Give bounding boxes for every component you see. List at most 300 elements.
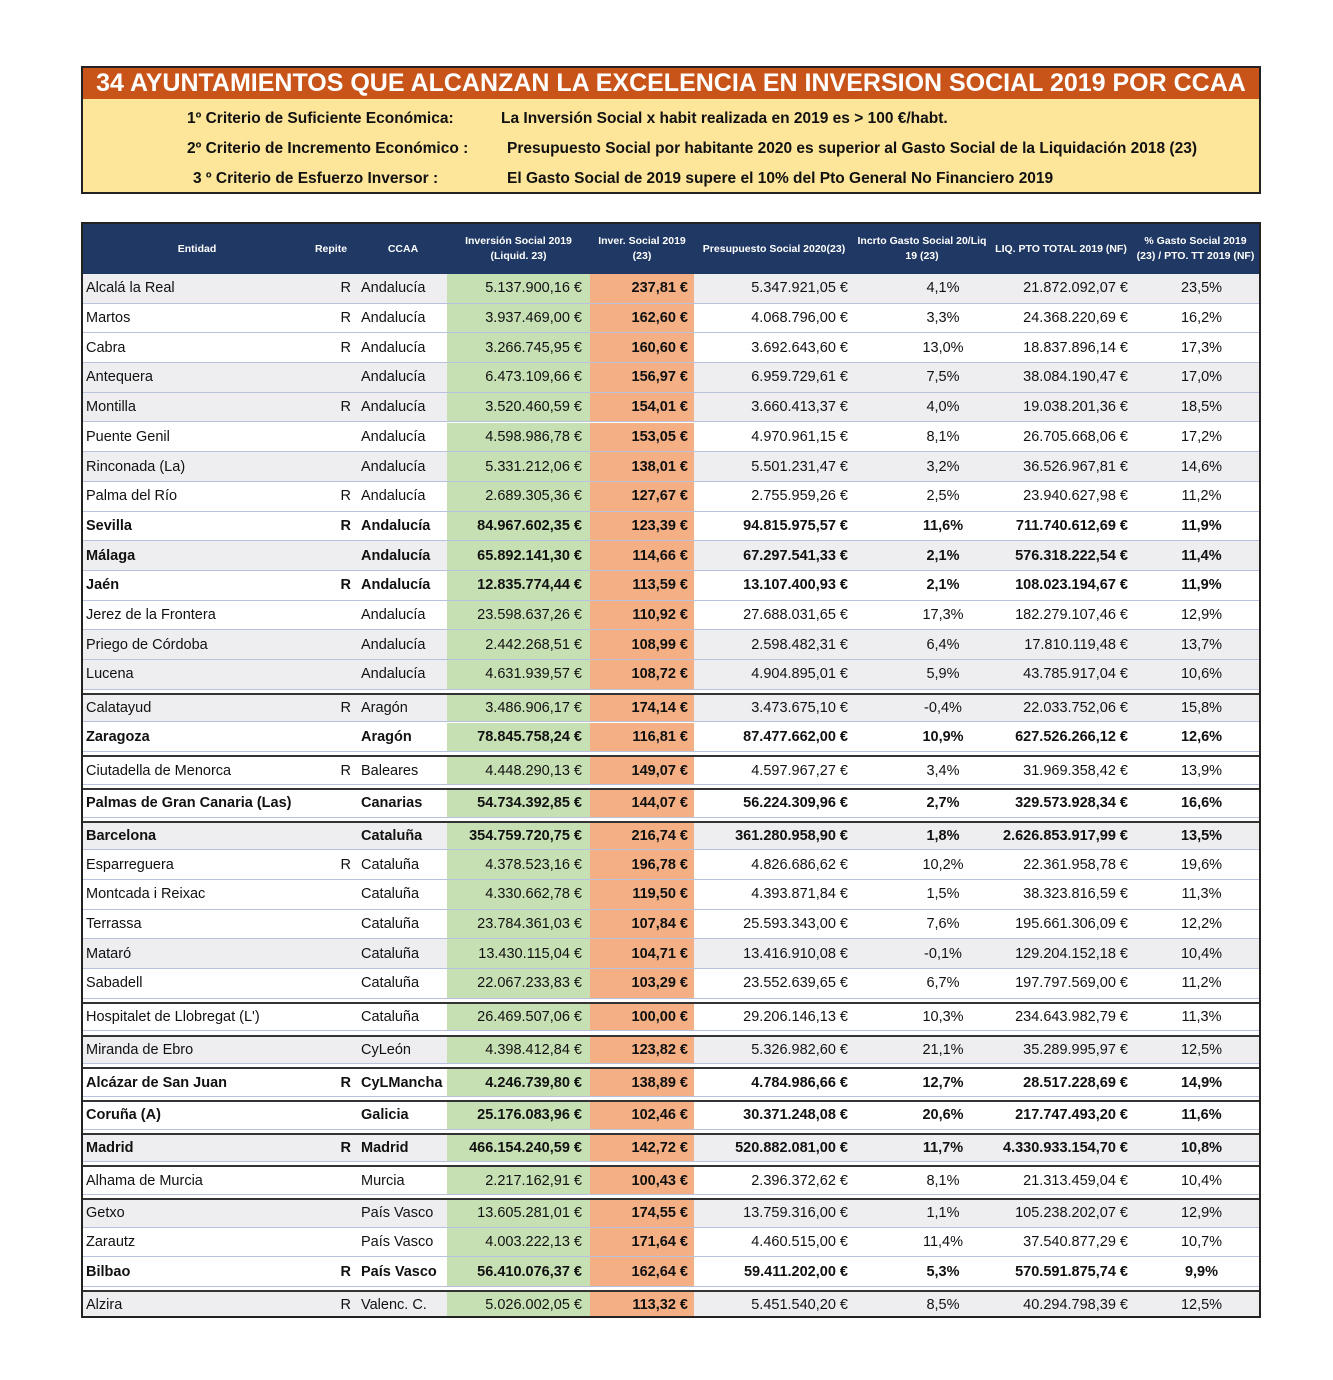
cell-per-hab: 100,43 € [590,1167,694,1194]
cell-per-hab: 162,60 € [590,304,694,333]
cell-repite: R [340,762,351,779]
cell-entidad: Bilbao [86,1263,131,1280]
cell-inversion: 22.067.233,83 € [447,969,590,998]
cell-repite [303,1037,359,1064]
criterion-3-text: El Gasto Social de 2019 supere el 10% del Pto General No Financiero 2019 [507,170,1054,187]
cell-repite: R [340,280,351,297]
cell-ccaa: Baleares [361,762,419,779]
cell-liq-total: 576.318.222,54 € [1015,547,1128,564]
cell-entidad: Alhama de Murcia [86,1172,203,1189]
cell-inversion: 23.784.361,03 € [447,910,590,939]
cell-pct: 14,9% [1180,1074,1223,1091]
cell-presupuesto: 59.411.202,00 € [743,1263,848,1280]
table-row [83,1198,1259,1228]
cell-incremento: 11,6% [922,517,964,534]
cell-ccaa: CyLMancha [361,1074,443,1091]
cell-incremento: 3,2% [926,458,960,475]
cell-liq-total: 26.705.668,06 € [1023,428,1128,445]
cell-inversion: 4.246.739,80 € [447,1069,590,1096]
cell-incremento: 4,1% [926,280,960,297]
cell-liq-total: 217.747.493,20 € [1015,1107,1128,1124]
cell-liq-total: 38.323.816,59 € [1023,886,1128,903]
cell-repite: R [340,517,351,534]
cell-entidad: Miranda de Ebro [86,1041,194,1058]
cell-ccaa: Cataluña [361,827,423,844]
cell-incremento: 11,7% [922,1139,964,1156]
cell-repite [303,660,359,689]
cell-per-hab: 123,39 € [590,512,694,541]
cell-pct: 19,6% [1180,856,1223,873]
cell-incremento: 21,1% [922,1041,964,1058]
cell-entidad: Montcada i Reixac [86,886,206,903]
cell-incremento: 10,9% [922,728,964,745]
cell-presupuesto: 4.460.515,00 € [751,1234,848,1251]
cell-liq-total: 105.238.202,07 € [1015,1205,1128,1222]
cell-presupuesto: 3.692.643,60 € [751,339,848,356]
cell-incremento: 3,4% [926,762,960,779]
cell-incremento: 7,6% [926,916,960,933]
cell-incremento: 5,9% [926,666,960,683]
cell-per-hab: 237,81 € [590,274,694,303]
cell-liq-total: 570.591.875,74 € [1015,1263,1128,1280]
cell-pct: 17,2% [1180,428,1223,445]
cell-per-hab: 100,00 € [590,1004,694,1031]
criterion-1-text: La Inversión Social x habit realizada en 2019 es > 100 €/habt. [501,110,948,127]
cell-ccaa: Madrid [361,1139,409,1156]
cell-liq-total: 22.361.958,78 € [1023,856,1128,873]
cell-ccaa: País Vasco [361,1234,434,1251]
cell-incremento: 17,3% [922,607,964,624]
cell-ccaa: Andalucía [361,369,426,386]
cell-pct: 18,5% [1180,399,1223,416]
cell-repite [303,1167,359,1194]
cell-repite: R [340,1263,351,1280]
cell-ccaa: Cataluña [361,916,420,933]
cell-inversion: 5.026.002,05 € [447,1292,590,1318]
cell-incremento: 13,0% [922,339,964,356]
cell-presupuesto: 23.552.639,65 € [743,975,848,992]
cell-inversion: 6.473.109,66 € [447,363,590,392]
cell-per-hab: 110,92 € [590,601,694,630]
cell-pct: 23,5% [1180,280,1223,297]
cell-ccaa: Andalucía [361,666,426,683]
table-row [83,1035,1259,1065]
cell-pct: 11,9% [1181,577,1222,594]
cell-entidad: Alcázar de San Juan [86,1074,228,1091]
header-inversion: Inversión Social 2019 (Liquid. 23) [465,235,572,262]
table-row [83,601,1259,631]
cell-liq-total: 182.279.107,46 € [1015,607,1128,624]
cell-entidad: Montilla [86,399,136,416]
cell-ccaa: Andalucía [361,399,426,416]
cell-per-hab: 113,32 € [590,1292,694,1318]
table-row [83,630,1259,660]
cell-liq-total: 35.289.995,97 € [1023,1041,1128,1058]
cell-entidad: Rinconada (La) [86,458,186,475]
cell-entidad: Priego de Córdoba [86,636,208,653]
cell-repite [303,1102,359,1129]
table-row [83,333,1259,363]
cell-presupuesto: 2.598.482,31 € [751,636,848,653]
cell-entidad: Jaén [86,577,120,594]
cell-entidad: Getxo [86,1205,125,1222]
cell-repite [303,452,359,481]
cell-presupuesto: 27.688.031,65 € [743,607,848,624]
cell-liq-total: 108.023.194,67 € [1015,577,1128,594]
cell-repite: R [340,1297,351,1314]
cell-presupuesto: 13.759.316,00 € [743,1205,848,1222]
cell-inversion: 23.598.637,26 € [447,601,590,630]
cell-presupuesto: 361.280.958,90 € [735,827,848,844]
cell-presupuesto: 4.393.871,84 € [751,886,848,903]
cell-liq-total: 37.540.877,29 € [1023,1234,1128,1251]
header-pct: % Gasto Social 2019 (23) / PTO. TT 2019 (NF) [1136,235,1255,262]
cell-inversion: 4.330.662,78 € [447,880,590,909]
cell-per-hab: 103,29 € [590,969,694,998]
cell-pct: 11,2% [1181,975,1222,992]
table-row [83,755,1259,785]
cell-per-hab: 104,71 € [590,939,694,968]
cell-incremento: 8,1% [926,1172,960,1189]
cell-inversion: 5.137.900,16 € [447,274,590,303]
cell-ccaa: Andalucía [361,607,426,624]
page-title: 34 AYUNTAMIENTOS QUE ALCANZAN LA EXCELENCIA EN INVERSION SOCIAL 2019 POR CCAA [83,68,1259,99]
cell-repite: R [340,339,351,356]
cell-ccaa: Cataluña [361,886,420,903]
table-row [83,1290,1259,1318]
cell-pct: 13,5% [1180,827,1223,844]
table-row [83,1228,1259,1258]
cell-liq-total: 329.573.928,34 € [1015,795,1128,812]
cell-incremento: 4,0% [926,399,960,416]
cell-presupuesto: 6.959.729,61 € [751,369,848,386]
cell-per-hab: 171,64 € [590,1228,694,1257]
cell-pct: 17,3% [1180,339,1223,356]
cell-inversion: 56.410.076,37 € [447,1257,590,1286]
cell-incremento: 2,5% [926,488,960,505]
cell-presupuesto: 13.416.910,08 € [743,945,848,962]
cell-repite [303,1004,359,1031]
table-row [83,910,1259,940]
cell-ccaa: País Vasco [361,1205,434,1222]
cell-liq-total: 4.330.933.154,70 € [1003,1139,1128,1156]
header-incremento: Incrto Gasto Social 20/Liq 19 (23) [857,235,987,262]
cell-pct: 11,6% [1181,1107,1222,1124]
table-row [83,1133,1259,1163]
cell-inversion: 26.469.507,06 € [447,1004,590,1031]
cell-per-hab: 108,72 € [590,660,694,689]
table-row [83,821,1259,851]
cell-inversion: 25.176.083,96 € [447,1102,590,1129]
cell-incremento: 12,7% [922,1074,964,1091]
cell-inversion: 78.845.758,24 € [447,723,590,752]
cell-per-hab: 138,01 € [590,452,694,481]
cell-presupuesto: 4.970.961,15 € [751,428,848,445]
cell-presupuesto: 3.660.413,37 € [751,399,848,416]
cell-incremento: 10,2% [922,856,964,873]
table-row [83,723,1259,753]
cell-incremento: 1,8% [926,827,960,844]
cell-ccaa: País Vasco [361,1263,437,1280]
cell-pct: 10,4% [1180,1172,1223,1189]
cell-pct: 14,6% [1180,458,1223,475]
header-repite: Repite [314,242,348,255]
cell-incremento: -0,4% [924,700,962,717]
cell-entidad: Málaga [86,547,136,564]
cell-ccaa: Aragón [361,700,408,717]
cell-inversion: 4.598.986,78 € [447,423,590,452]
cell-ccaa: Andalucía [361,636,426,653]
cell-presupuesto: 520.882.081,00 € [735,1139,848,1156]
cell-ccaa: Canarias [361,795,423,812]
table-row [83,423,1259,453]
cell-liq-total: 28.517.228,69 € [1023,1074,1128,1091]
cell-ccaa: Cataluña [361,945,420,962]
cell-ccaa: Galicia [361,1107,409,1124]
cell-per-hab: 160,60 € [590,333,694,362]
cell-repite [303,630,359,659]
cell-pct: 13,9% [1180,762,1223,779]
cell-liq-total: 18.837.896,14 € [1023,339,1128,356]
cell-incremento: 8,5% [926,1297,960,1314]
cell-inversion: 2.217.162,91 € [447,1167,590,1194]
cell-ccaa: Cataluña [361,856,420,873]
cell-inversion: 4.378.523,16 € [447,850,590,879]
cell-per-hab: 196,78 € [590,850,694,879]
table-row [83,850,1259,880]
cell-repite: R [340,488,351,505]
cell-liq-total: 129.204.152,18 € [1015,945,1128,962]
cell-liq-total: 234.643.982,79 € [1015,1009,1128,1026]
criterion-2-label: 2º Criterio de Incremento Económico : [187,140,469,157]
table-row [83,939,1259,969]
cell-per-hab: 142,72 € [590,1135,694,1162]
cell-entidad: Martos [86,310,131,327]
cell-pct: 12,6% [1180,728,1223,745]
cell-entidad: Zaragoza [86,728,150,745]
cell-entidad: Alzira [86,1297,123,1314]
cell-pct: 17,0% [1180,369,1223,386]
cell-repite [303,601,359,630]
cell-per-hab: 113,59 € [590,571,694,600]
cell-entidad: Alcalá la Real [86,280,175,297]
cell-pct: 11,2% [1181,488,1222,505]
cell-ccaa: Cataluña [361,975,420,992]
cell-entidad: Hospitalet de Llobregat (L') [86,1009,260,1026]
table-row [83,512,1259,542]
cell-incremento: 5,3% [926,1263,960,1280]
cell-liq-total: 2.626.853.917,99 € [1003,827,1128,844]
cell-entidad: Ciutadella de Menorca [86,762,232,779]
table-row [83,363,1259,393]
cell-per-hab: 174,55 € [590,1200,694,1227]
cell-liq-total: 711.740.612,69 € [1015,517,1128,534]
cell-pct: 10,6% [1180,666,1223,683]
header-ccaa: CCAA [387,242,419,255]
cell-inversion: 13.430.115,04 € [447,939,590,968]
cell-per-hab: 153,05 € [590,423,694,452]
cell-presupuesto: 29.206.146,13 € [743,1009,848,1026]
cell-entidad: Lucena [86,666,134,683]
table-header [83,224,1259,274]
cell-per-hab: 119,50 € [590,880,694,909]
table-row [83,541,1259,571]
cell-ccaa: Andalucía [361,339,426,356]
table-row [83,452,1259,482]
cell-entidad: Terrassa [86,916,142,933]
cell-per-hab: 123,82 € [590,1037,694,1064]
cell-entidad: Coruña (A) [86,1107,161,1124]
cell-ccaa: Andalucía [361,310,426,327]
cell-presupuesto: 5.326.982,60 € [751,1041,848,1058]
cell-per-hab: 174,14 € [590,695,694,722]
cell-liq-total: 627.526.266,12 € [1015,728,1128,745]
table-row [83,880,1259,910]
cell-presupuesto: 67.297.541,33 € [743,547,848,564]
cell-inversion: 3.486.906,17 € [447,695,590,722]
cell-liq-total: 19.038.201,36 € [1023,399,1128,416]
cell-per-hab: 138,89 € [590,1069,694,1096]
data-table [81,222,1261,1318]
cell-pct: 12,2% [1180,916,1223,933]
cell-incremento: 10,3% [922,1009,964,1026]
table-row [83,1067,1259,1097]
cell-repite: R [340,700,351,717]
cell-repite [303,790,359,817]
cell-inversion: 4.448.290,13 € [447,757,590,784]
cell-presupuesto: 2.755.959,26 € [751,488,848,505]
cell-presupuesto: 2.396.372,62 € [751,1172,848,1189]
cell-per-hab: 107,84 € [590,910,694,939]
cell-entidad: Barcelona [86,827,157,844]
cell-pct: 15,8% [1180,700,1223,717]
cell-liq-total: 22.033.752,06 € [1023,700,1128,717]
cell-entidad: Calatayud [86,700,152,717]
cell-inversion: 84.967.602,35 € [447,512,590,541]
cell-ccaa: Murcia [361,1172,405,1189]
cell-pct: 11,3% [1181,1009,1222,1026]
cell-per-hab: 108,99 € [590,630,694,659]
cell-per-hab: 162,64 € [590,1257,694,1286]
table-row [83,1257,1259,1287]
cell-presupuesto: 5.501.231,47 € [751,458,848,475]
cell-ccaa: Andalucía [361,547,431,564]
cell-liq-total: 31.969.358,42 € [1023,762,1128,779]
cell-pct: 11,3% [1181,886,1222,903]
cell-repite [303,969,359,998]
cell-repite [303,1228,359,1257]
cell-inversion: 13.605.281,01 € [447,1200,590,1227]
cell-inversion: 4.631.939,57 € [447,660,590,689]
cell-inversion: 2.442.268,51 € [447,630,590,659]
cell-per-hab: 127,67 € [590,482,694,511]
cell-inversion: 5.331.212,06 € [447,452,590,481]
cell-inversion: 65.892.141,30 € [447,541,590,570]
cell-presupuesto: 5.347.921,05 € [751,280,848,297]
cell-entidad: Esparreguera [86,856,174,873]
cell-incremento: 6,7% [926,975,960,992]
cell-repite [303,541,359,570]
cell-incremento: 11,4% [922,1234,964,1251]
cell-entidad: Zarautz [86,1234,136,1251]
cell-ccaa: Valenc. C. [361,1297,427,1314]
cell-presupuesto: 30.371.248,08 € [743,1107,848,1124]
cell-inversion: 3.520.460,59 € [447,393,590,422]
cell-presupuesto: 56.224.309,96 € [743,795,848,812]
cell-liq-total: 17.810.119,48 € [1024,636,1128,653]
cell-incremento: -0,1% [924,945,962,962]
cell-per-hab: 216,74 € [590,823,694,850]
table-row [83,304,1259,334]
cell-per-hab: 116,81 € [590,723,694,752]
cell-entidad: Mataró [86,945,132,962]
title-banner [81,66,1261,194]
table-row [83,969,1259,999]
cell-entidad: Jerez de la Frontera [86,607,216,624]
cell-ccaa: Aragón [361,728,412,745]
cell-presupuesto: 4.784.986,66 € [751,1074,848,1091]
cell-repite: R [340,856,351,873]
table-row [83,1100,1259,1130]
cell-liq-total: 21.313.459,04 € [1023,1172,1128,1189]
cell-incremento: 2,7% [926,795,960,812]
cell-per-hab: 156,97 € [590,363,694,392]
cell-per-hab: 144,07 € [590,790,694,817]
cell-repite [303,363,359,392]
cell-entidad: Palma del Río [86,488,178,505]
cell-entidad: Madrid [86,1139,134,1156]
cell-inversion: 3.937.469,00 € [447,304,590,333]
cell-presupuesto: 4.068.796,00 € [751,310,848,327]
cell-liq-total: 40.294.798,39 € [1023,1297,1128,1314]
cell-presupuesto: 4.904.895,01 € [751,666,848,683]
cell-incremento: 2,1% [926,547,960,564]
cell-inversion: 12.835.774,44 € [447,571,590,600]
cell-liq-total: 24.368.220,69 € [1023,310,1128,327]
cell-incremento: 1,1% [926,1205,960,1222]
criterion-3-label: 3 º Criterio de Esfuerzo Inversor : [193,170,439,187]
cell-pct: 12,9% [1180,1205,1223,1222]
cell-pct: 10,4% [1180,945,1223,962]
table-row [83,1002,1259,1032]
header-liq-total: LIQ. PTO TOTAL 2019 (NF) [995,242,1127,255]
cell-presupuesto: 25.593.343,00 € [743,916,848,933]
table-row [83,274,1259,304]
cell-inversion: 54.734.392,85 € [447,790,590,817]
cell-inversion: 466.154.240,59 € [447,1135,590,1162]
table-row [83,482,1259,512]
cell-liq-total: 197.797.569,00 € [1015,975,1128,992]
cell-liq-total: 38.084.190,47 € [1023,369,1128,386]
cell-ccaa: Andalucía [361,488,426,505]
cell-pct: 13,7% [1180,636,1223,653]
cell-ccaa: CyLeón [361,1041,411,1058]
cell-per-hab: 149,07 € [590,757,694,784]
cell-inversion: 2.689.305,36 € [447,482,590,511]
cell-liq-total: 21.872.092,07 € [1023,280,1128,297]
cell-ccaa: Andalucía [361,280,426,297]
cell-repite: R [340,310,351,327]
cell-presupuesto: 5.451.540,20 € [751,1297,848,1314]
cell-ccaa: Andalucía [361,428,426,445]
cell-repite: R [340,577,351,594]
cell-pct: 11,9% [1181,517,1222,534]
cell-presupuesto: 4.826.686,62 € [751,856,848,873]
cell-pct: 12,5% [1180,1297,1223,1314]
cell-entidad: Sabadell [86,975,143,992]
table-row [83,693,1259,723]
cell-pct: 12,5% [1180,1041,1223,1058]
